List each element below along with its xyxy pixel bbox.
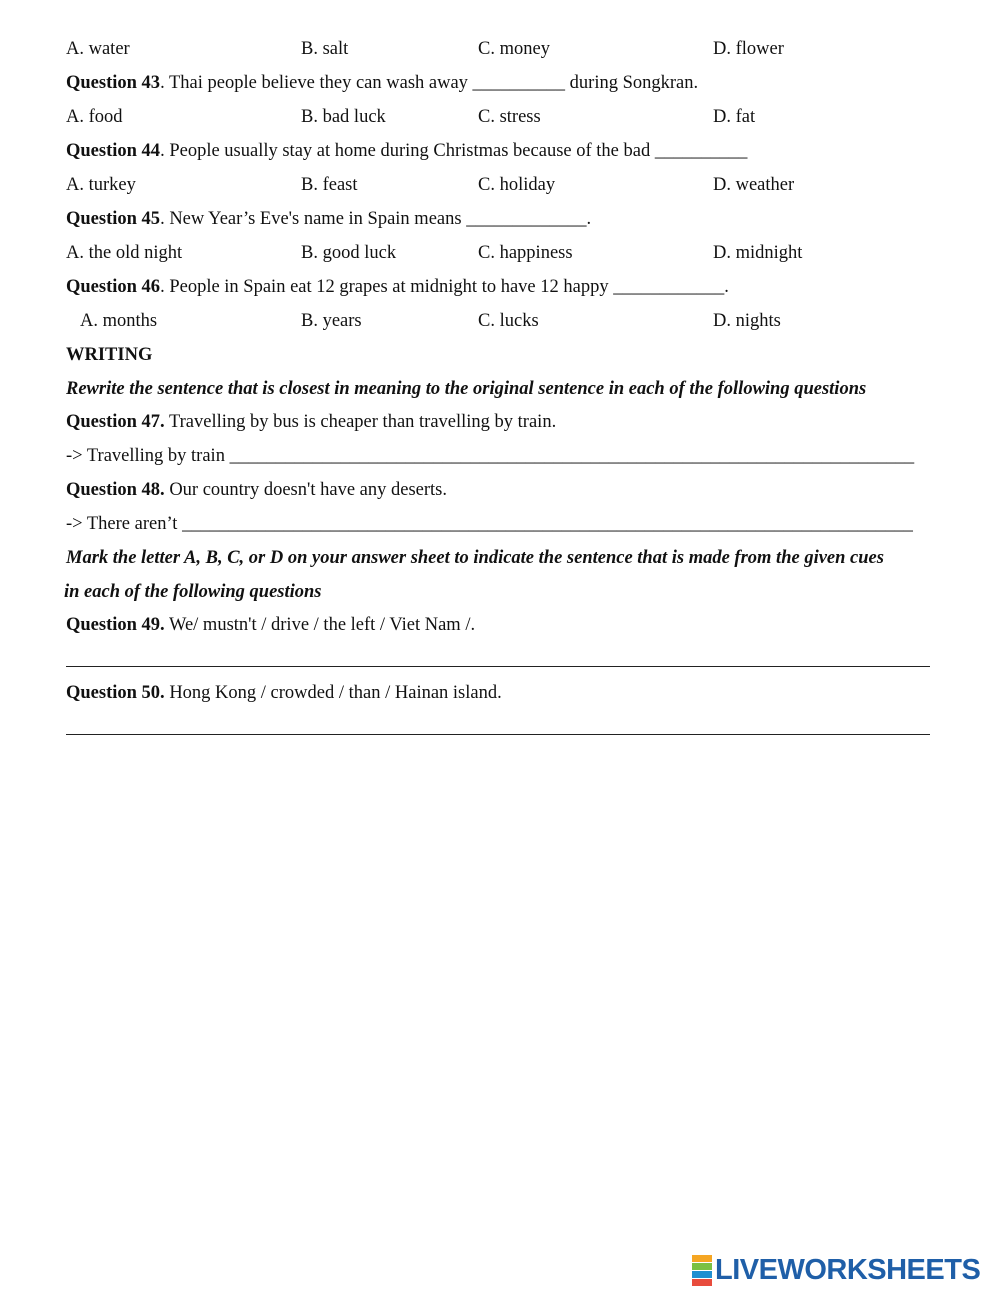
q44-option-b: B. feast bbox=[301, 175, 358, 195]
q42-option-c: C. money bbox=[478, 39, 550, 59]
q45-option-c: C. happiness bbox=[478, 243, 573, 263]
question-49-answer-line[interactable] bbox=[66, 666, 930, 667]
q45-option-b: B. good luck bbox=[301, 243, 397, 263]
question-47-answer-line[interactable]: -> Travelling by train __________________________________________________________________________ bbox=[66, 446, 915, 466]
q43-option-c: C. stress bbox=[478, 107, 541, 127]
q46-option-c: C. lucks bbox=[478, 311, 539, 331]
liveworksheets-logo bbox=[692, 1253, 980, 1287]
q46-option-d: D. nights bbox=[713, 311, 781, 331]
q44-option-a: A. turkey bbox=[66, 175, 136, 195]
q43-option-a: A. food bbox=[66, 107, 123, 127]
question-48-text: Our country doesn't have any deserts. bbox=[164, 480, 447, 500]
question-47 bbox=[66, 411, 556, 433]
question-49 bbox=[66, 614, 475, 636]
question-46-text: . People in Spain eat 12 grapes at midnight to have 12 happy ____________. bbox=[160, 277, 729, 297]
question-44 bbox=[66, 140, 747, 162]
question-49-text: We/ mustn't / drive / the left / Viet Nam /. bbox=[164, 615, 476, 635]
question-50 bbox=[66, 682, 502, 704]
logo-stripe-2 bbox=[692, 1263, 712, 1270]
writing-heading bbox=[66, 344, 152, 366]
logo-stripe-4 bbox=[692, 1279, 712, 1286]
writing-heading-text: WRITING bbox=[66, 345, 153, 365]
question-45-label: Question 45 bbox=[66, 209, 161, 229]
question-49-label: Question 49. bbox=[66, 615, 165, 635]
question-48-answer-line[interactable]: -> There aren’t _______________________________________________________________________________ bbox=[66, 514, 913, 534]
question-45-text: . New Year’s Eve's name in Spain means _____________. bbox=[160, 209, 592, 229]
question-47-label: Question 47. bbox=[66, 412, 165, 432]
liveworksheets-logo-text: LIVEWORKSHEETS bbox=[715, 1253, 981, 1286]
q46-option-b: B. years bbox=[301, 311, 362, 331]
question-44-text: . People usually stay at home during Christmas because of the bad __________ bbox=[160, 141, 748, 161]
logo-stripe-1 bbox=[692, 1255, 712, 1262]
question-47-text: Travelling by bus is cheaper than travelling by train. bbox=[164, 412, 557, 432]
liveworksheets-logo-icon bbox=[692, 1255, 712, 1286]
question-43-label: Question 43 bbox=[66, 73, 161, 93]
question-43-text: . Thai people believe they can wash away __________ during Songkran. bbox=[160, 73, 699, 93]
q43-option-d: D. fat bbox=[713, 107, 756, 127]
question-45 bbox=[66, 208, 591, 230]
q46-option-a: A. months bbox=[80, 311, 158, 331]
question-44-label: Question 44 bbox=[66, 141, 161, 161]
question-43 bbox=[66, 72, 698, 94]
q45-option-d: D. midnight bbox=[713, 243, 803, 263]
logo-stripe-3 bbox=[692, 1271, 712, 1278]
q44-option-c: C. holiday bbox=[478, 175, 556, 195]
question-46 bbox=[66, 276, 729, 298]
q43-option-b: B. bad luck bbox=[301, 107, 386, 127]
q45-option-a: A. the old night bbox=[66, 243, 183, 263]
question-48-label: Question 48. bbox=[66, 480, 165, 500]
writing-instruction-1: Rewrite the sentence that is closest in meaning to the original sentence in each of the following questions bbox=[66, 379, 867, 399]
question-46-label: Question 46 bbox=[66, 277, 161, 297]
q42-option-b: B. salt bbox=[301, 39, 349, 59]
q42-option-d: D. flower bbox=[713, 39, 784, 59]
q42-option-a: A. water bbox=[66, 39, 130, 59]
writing-instruction-2-line-1: Mark the letter A, B, C, or D on your answer sheet to indicate the sentence that is made from the given cues bbox=[66, 548, 884, 568]
question-48 bbox=[66, 479, 447, 501]
question-50-label: Question 50. bbox=[66, 683, 165, 703]
q44-option-d: D. weather bbox=[713, 175, 795, 195]
question-50-text: Hong Kong / crowded / than / Hainan island. bbox=[164, 683, 502, 703]
writing-instruction-2-line-2: in each of the following questions bbox=[64, 582, 322, 602]
question-50-answer-line[interactable] bbox=[66, 734, 930, 735]
